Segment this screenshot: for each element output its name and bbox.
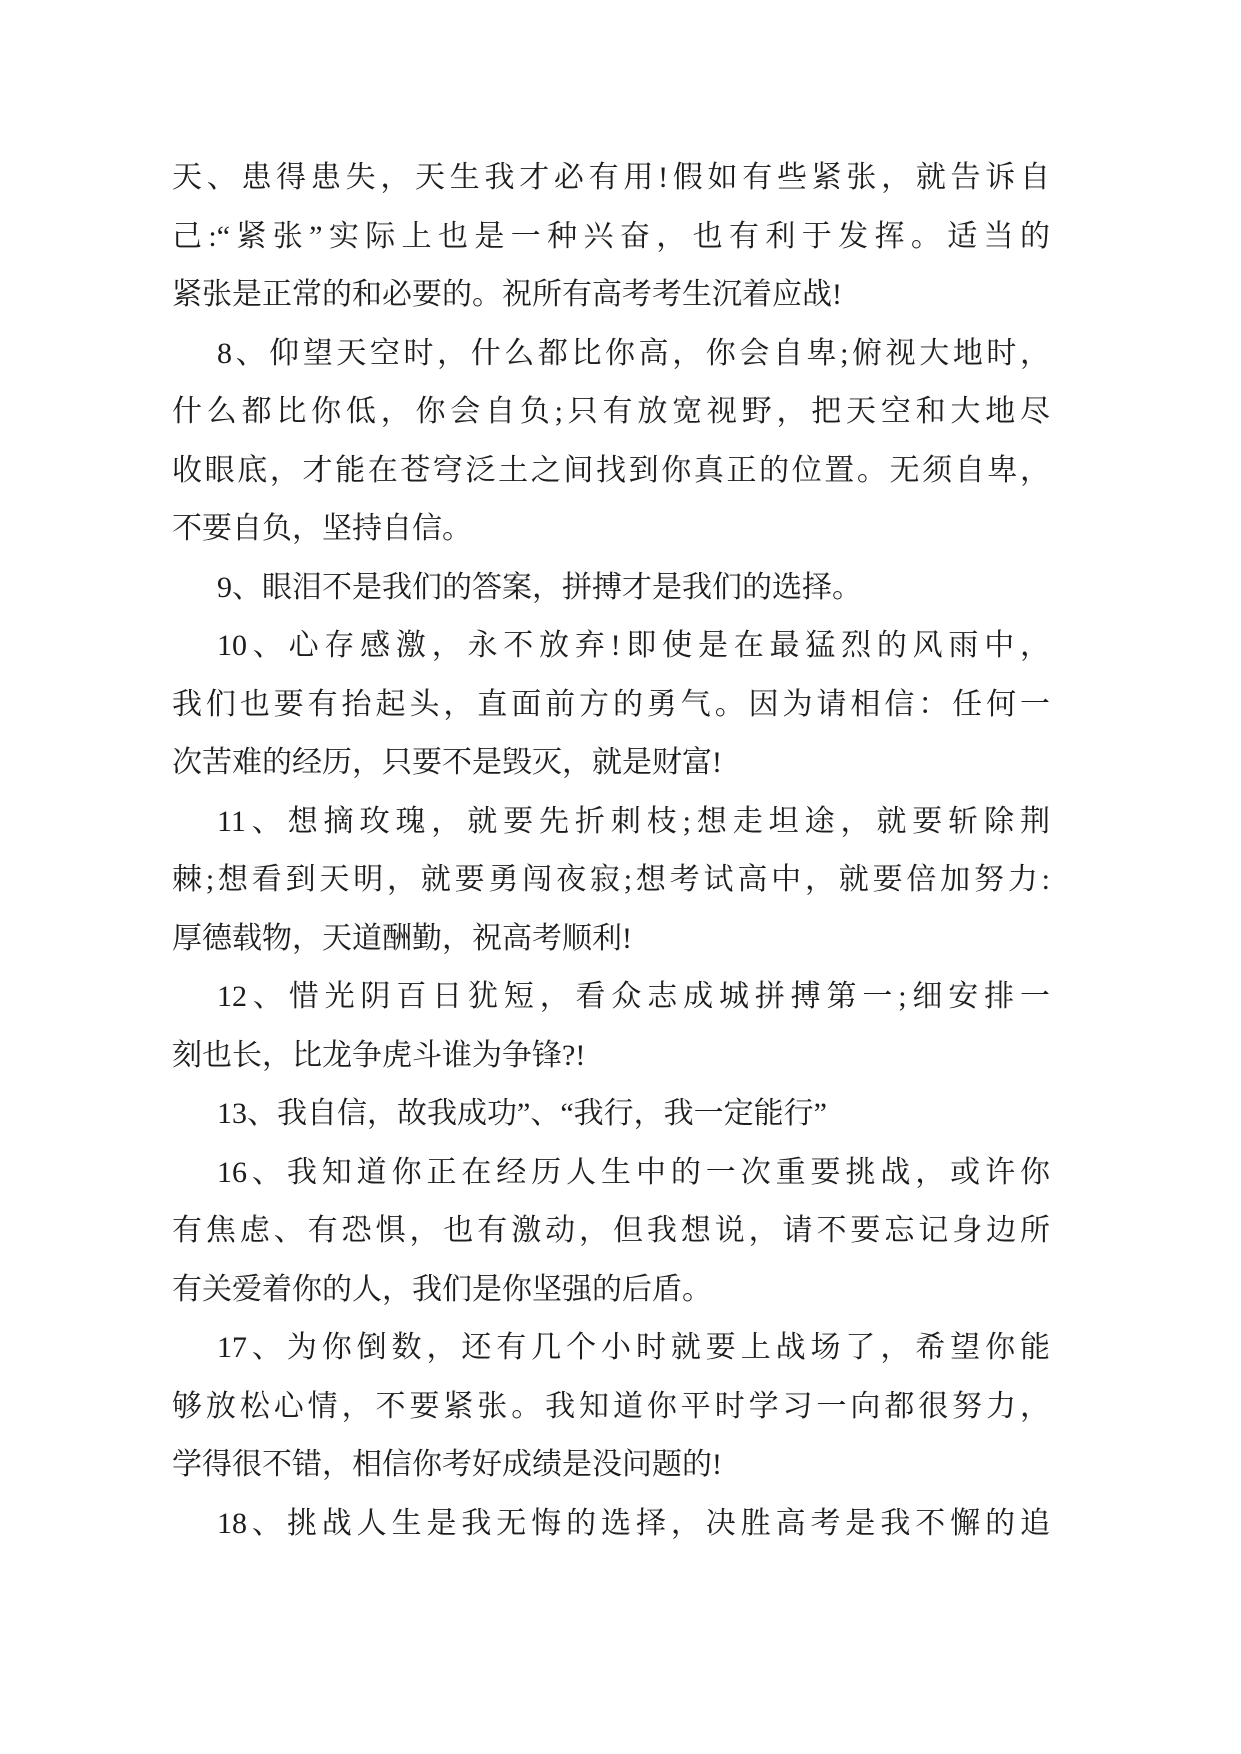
text-line: 学得很不错，相信你考好成绩是没问题的!	[172, 1448, 722, 1481]
text-line: 12、惜光阴百日犹短，看众志成城拼搏第一;细安排一	[217, 980, 1050, 1013]
paragraph	[172, 1085, 1050, 1144]
paragraph	[172, 325, 1050, 559]
paragraph	[172, 793, 1050, 969]
text-line: 次苦难的经历，只要不是毁灭，就是财富!	[172, 746, 722, 779]
paragraph	[172, 617, 1050, 793]
paragraph	[172, 1319, 1050, 1495]
paragraph	[172, 149, 1050, 325]
text-line: 紧张是正常的和必要的。祝所有高考考生沉着应战!	[172, 278, 842, 311]
text-line: 有关爱着你的人，我们是你坚强的后盾。	[172, 1272, 712, 1306]
text-line: 棘;想看到天明，就要勇闯夜寂;想考试高中，就要倍加努力:	[172, 863, 1050, 896]
text-line: 什么都比你低，你会自负;只有放宽视野，把天空和大地尽	[172, 395, 1050, 428]
text-line: 10、心存感激，永不放弃!即使是在最猛烈的风雨中，	[217, 629, 1050, 662]
paragraph	[172, 559, 1050, 618]
text-line: 16、我知道你正在经历人生中的一次重要挑战，或许你	[217, 1155, 1050, 1189]
text-line: 天、患得患失，天生我才必有用!假如有些紧张，就告诉自	[172, 161, 1050, 194]
text-line: 9、眼泪不是我们的答案，拼搏才是我们的选择。	[217, 570, 862, 604]
text-line: 够放松心情，不要紧张。我知道你平时学习一向都很努力，	[172, 1389, 1050, 1423]
paragraph	[172, 968, 1050, 1085]
text-line: 13、我自信，故我成功”、“我行，我一定能行”	[217, 1097, 827, 1130]
text-line: 17、为你倒数，还有几个小时就要上战场了，希望你能	[217, 1331, 1050, 1364]
text-line: 18、挑战人生是我无悔的选择，决胜高考是我不懈的追	[217, 1506, 1050, 1540]
text-line: 11、想摘玫瑰，就要先折刺枝;想走坦途，就要斩除荆	[217, 804, 1050, 838]
text-line: 我们也要有抬起头，直面前方的勇气。因为请相信：任何一	[172, 687, 1050, 721]
text-line: 不要自负，坚持自信。	[172, 512, 472, 545]
text-line: 有焦虑、有恐惧，也有激动，但我想说，请不要忘记身边所	[172, 1214, 1050, 1247]
paragraph	[172, 1144, 1050, 1320]
text-block	[172, 149, 1050, 1553]
text-line: 8、仰望天空时，什么都比你高，你会自卑;俯视大地时，	[217, 336, 1050, 370]
paragraph	[172, 1495, 1050, 1554]
text-line: 厚德载物，天道酬勤，祝高考顺利!	[172, 921, 632, 955]
text-line: 己:“紧张”实际上也是一种兴奋，也有利于发挥。适当的	[172, 219, 1050, 253]
text-line: 收眼底，才能在苍穹泛土之间找到你真正的位置。无须自卑，	[172, 453, 1050, 487]
text-line: 刻也长，比龙争虎斗谁为争锋?!	[172, 1038, 586, 1072]
